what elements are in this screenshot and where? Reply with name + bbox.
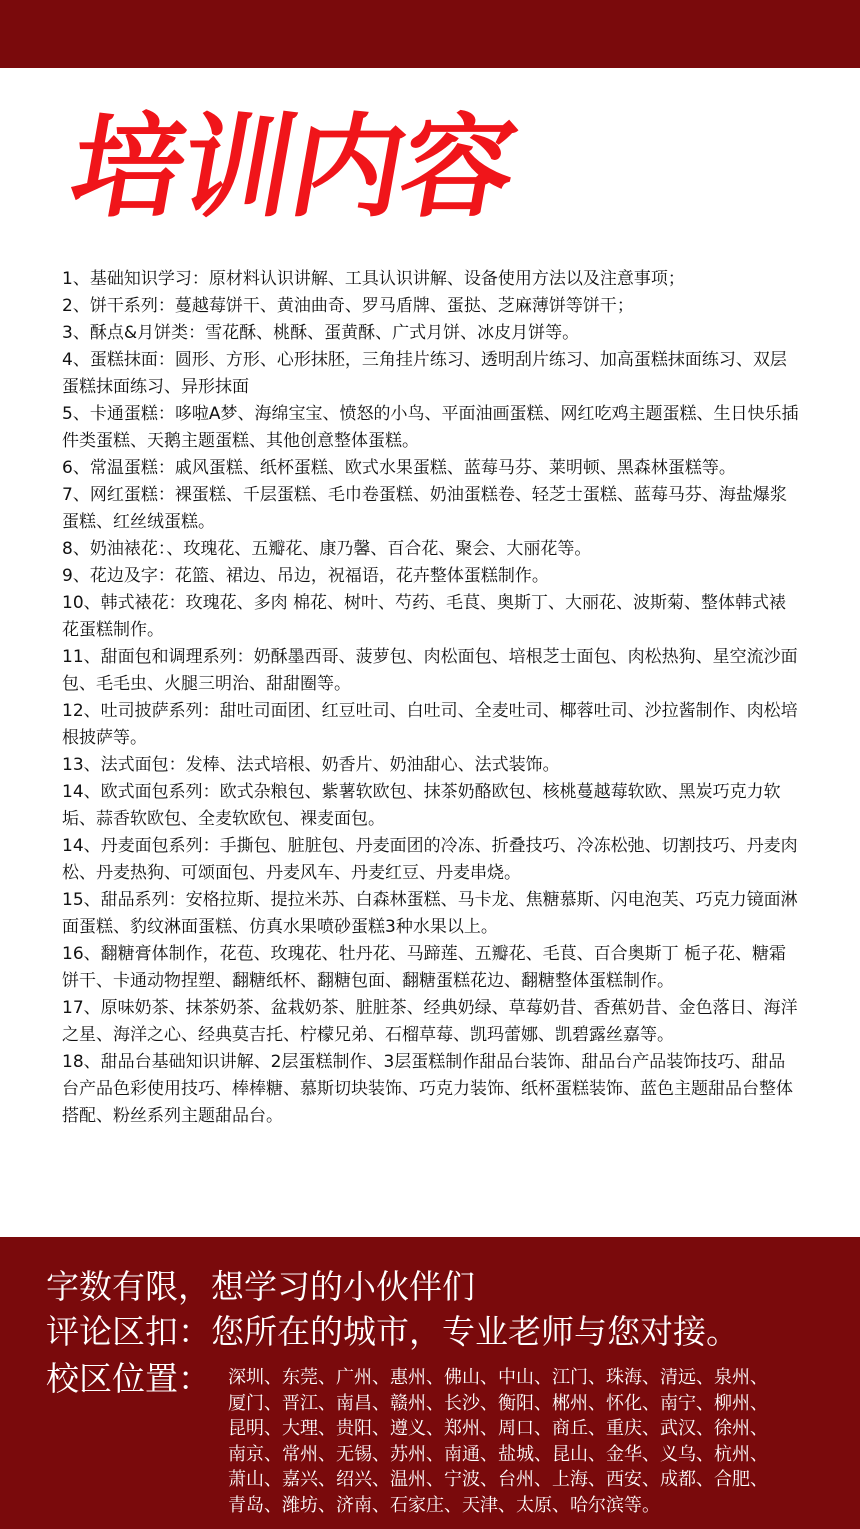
campus-row: 青岛、潍坊、济南、石家庄、天津、太原、哈尔滨等。 — [228, 1494, 660, 1516]
list-item: 17、原味奶茶、抹茶奶茶、盆栽奶茶、脏脏茶、经典奶绿、草莓奶昔、香蕉奶昔、金色落日、海洋之星、海洋之心、经典莫吉托、柠檬兄弟、石榴草莓、凯玛蕾娜、凯碧露丝嘉等。 — [62, 998, 798, 1045]
list-item: 3、酥点&月饼类：雪花酥、桃酥、蛋黄酥、广式月饼、冰皮月饼等。 — [62, 323, 580, 343]
campus-row: 萧山、嘉兴、绍兴、温州、宁波、台州、上海、西安、成都、合肥、 — [228, 1469, 768, 1490]
list-item: 11、甜面包和调理系列：奶酥墨西哥、菠萝包、肉松面包、培根芝士面包、肉松热狗、星空流沙面包、毛毛虫、火腿三明治、甜甜圈等。 — [62, 647, 798, 694]
footer-panel — [0, 1237, 860, 1529]
campus-city-list — [228, 1365, 828, 1518]
page-title: 培训内容 — [61, 103, 525, 233]
training-content-list — [62, 266, 802, 1130]
list-item: 16、翻糖膏体制作，花苞、玫瑰花、牡丹花、马蹄莲、五瓣花、毛茛、百合奥斯丁 栀子花、糖霜饼干、卡通动物捏塑、翻糖纸杯、翻糖包面、翻糖蛋糕花边、翻糖整体蛋糕制作。 — [62, 944, 787, 991]
list-item: 12、吐司披萨系列：甜吐司面团、红豆吐司、白吐司、全麦吐司、椰蓉吐司、沙拉酱制作、肉松培根披萨等。 — [62, 701, 798, 748]
campus-row: 南京、常州、无锡、苏州、南通、盐城、昆山、金华、义乌、杭州、 — [228, 1443, 768, 1465]
list-item: 7、网红蛋糕：裸蛋糕、千层蛋糕、毛巾卷蛋糕、奶油蛋糕卷、轻芝士蛋糕、蓝莓马芬、海盐爆浆蛋糕、红丝绒蛋糕。 — [62, 485, 787, 532]
list-item: 1、基础知识学习：原材料认识讲解、工具认识讲解、设备使用方法以及注意事项； — [62, 269, 685, 289]
list-item: 10、韩式裱花：玫瑰花、多肉 棉花、树叶、芍药、毛茛、奥斯丁、大丽花、波斯菊、整体韩式裱花蛋糕制作。 — [62, 593, 787, 640]
list-item: 8、奶油裱花：、玫瑰花、五瓣花、康乃馨、百合花、聚会、大丽花等。 — [62, 539, 592, 559]
list-item: 5、卡通蛋糕：哆啦A梦、海绵宝宝、愤怒的小鸟、平面油画蛋糕、网红吃鸡主题蛋糕、生日快乐插件类蛋糕、天鹅主题蛋糕、其他创意整体蛋糕。 — [62, 404, 799, 451]
campus-label: 校区位置： — [46, 1359, 211, 1398]
footer-contact-line: 评论区扣：您所在的城市，专业老师与您对接。 — [46, 1312, 739, 1351]
campus-row: 昆明、大理、贵阳、遵义、郑州、周口、商丘、重庆、武汉、徐州、 — [228, 1418, 768, 1439]
list-item: 14、丹麦面包系列：手撕包、脏脏包、丹麦面团的冷冻、折叠技巧、冷冻松弛、切割技巧、丹麦肉松、丹麦热狗、可颂面包、丹麦风车、丹麦红豆、丹麦串烧。 — [62, 836, 798, 883]
list-item: 6、常温蛋糕：戚风蛋糕、纸杯蛋糕、欧式水果蛋糕、蓝莓马芬、莱明顿、黑森林蛋糕等。 — [62, 458, 736, 478]
list-item: 14、欧式面包系列：欧式杂粮包、紫薯软欧包、抹茶奶酪欧包、核桃蔓越莓软欧、黑炭巧克力软垢、蒜香软欧包、全麦软欧包、裸麦面包。 — [62, 782, 781, 829]
list-item: 4、蛋糕抹面：圆形、方形、心形抹胚，三角挂片练习、透明刮片练习、加高蛋糕抹面练习、双层蛋糕抹面练习、异形抹面 — [62, 350, 787, 397]
list-item: 13、法式面包：发棒、法式培根、奶香片、奶油甜心、法式装饰。 — [62, 755, 560, 775]
list-item: 9、花边及字：花篮、裙边、吊边，祝福语，花卉整体蛋糕制作。 — [62, 566, 549, 586]
campus-row: 深圳、东莞、广州、惠州、佛山、中山、江门、珠海、清远、泉州、 — [228, 1367, 768, 1388]
list-item: 18、甜品台基础知识讲解、2层蛋糕制作、3层蛋糕制作甜品台装饰、甜品台产品装饰技巧、甜品台产品色彩使用技巧、棒棒糖、慕斯切块装饰、巧克力装饰、纸杯蛋糕装饰、蓝色主题甜品台整体搭配、粉丝系列主题甜品台。 — [62, 1052, 793, 1126]
footer-cta-line: 字数有限，想学习的小伙伴们 — [46, 1267, 475, 1306]
campus-row: 厦门、晋江、南昌、赣州、长沙、衡阳、郴州、怀化、南宁、柳州、 — [228, 1392, 768, 1414]
list-item: 2、饼干系列：蔓越莓饼干、黄油曲奇、罗马盾牌、蛋挞、芝麻薄饼等饼干； — [62, 296, 634, 316]
list-item: 15、甜品系列：安格拉斯、提拉米苏、白森林蛋糕、马卡龙、焦糖慕斯、闪电泡芙、巧克力镜面淋面蛋糕、豹纹淋面蛋糕、仿真水果喷砂蛋糕3种水果以上。 — [62, 890, 798, 937]
top-banner — [0, 0, 860, 68]
